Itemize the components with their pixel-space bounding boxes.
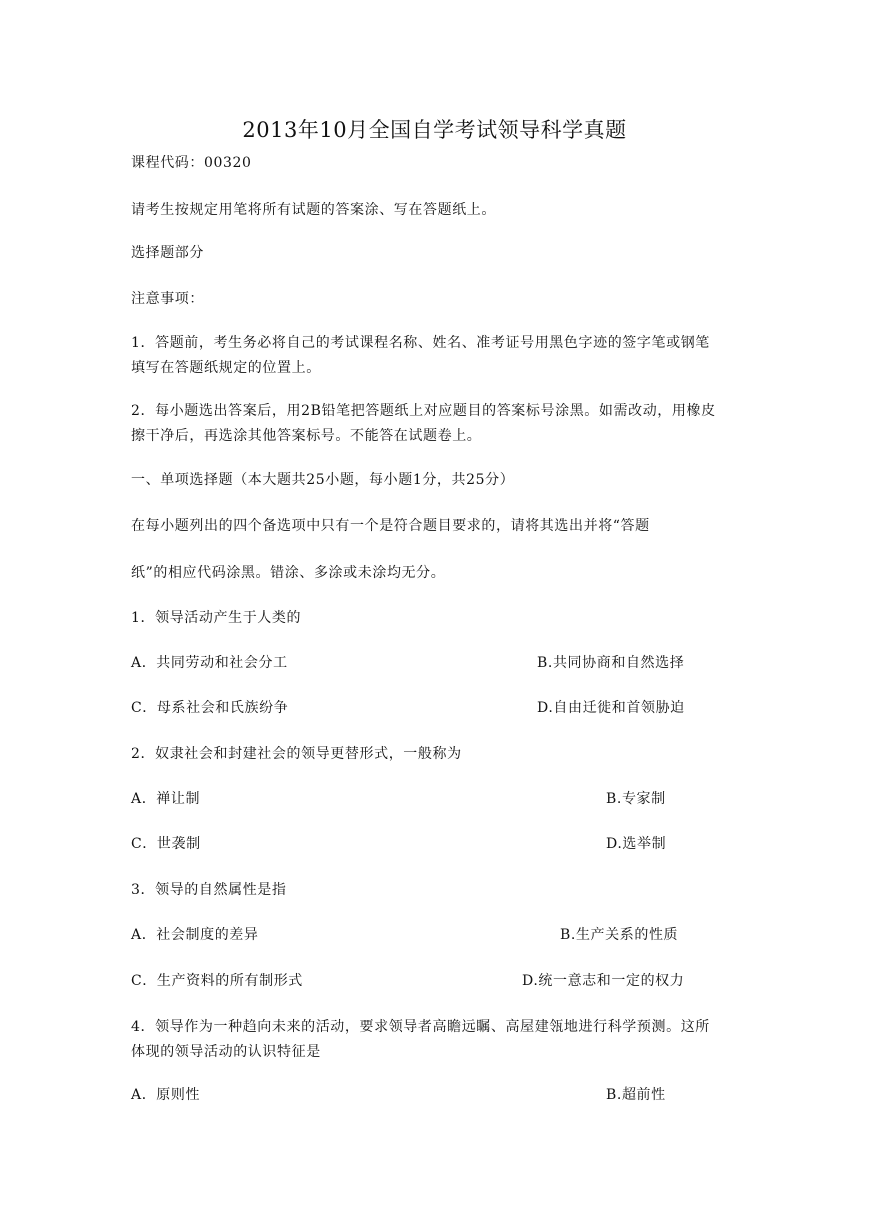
question-2-option-a: A．禅让制: [131, 791, 201, 807]
note-1-line-1: 1．答题前，考生务必将自己的考试课程名称、姓名、准考证号用黑色字迹的签字笔或钢笔: [131, 335, 710, 351]
question-3-stem: 3．领导的自然属性是指: [131, 882, 287, 898]
instruction-text: 请考生按规定用笔将所有试题的答案涂、写在答题纸上。: [131, 202, 496, 218]
question-4-option-b: B.超前性: [606, 1087, 666, 1103]
note-1-line-2: 填写在答题纸规定的位置上。: [131, 360, 321, 376]
question-2-option-b: B.专家制: [606, 791, 666, 807]
page-title: 2013年10月全国自学考试领导科学真题: [242, 118, 627, 142]
note-2-line-1: 2．每小题选出答案后，用2B铅笔把答题纸上对应题目的答案标号涂黑。如需改动，用橡皮: [131, 403, 716, 419]
question-1-option-c: C．母系社会和氏族纷争: [131, 700, 289, 716]
part-description-1: 在每小题列出的四个备选项中只有一个是符合题目要求的，请将其选出并将“答题: [131, 518, 650, 534]
question-4-stem-line-1: 4．领导作为一种趋向未来的活动，要求领导者高瞻远瞩、高屋建瓴地进行科学预测。这所: [131, 1019, 710, 1035]
note-2-line-2: 擦干净后，再选涂其他答案标号。不能答在试题卷上。: [131, 428, 482, 444]
notes-heading: 注意事项：: [131, 291, 204, 307]
question-1-stem: 1．领导活动产生于人类的: [131, 610, 302, 626]
question-1-option-d: D.自由迁徙和首领胁迫: [537, 700, 685, 716]
question-1-option-a: A．共同劳动和社会分工: [131, 655, 288, 671]
question-2-stem: 2．奴隶社会和封建社会的领导更替形式，一般称为: [131, 746, 462, 762]
question-2-option-c: C．世袭制: [131, 836, 201, 852]
question-4-option-a: A．原则性: [131, 1087, 201, 1103]
question-3-option-a: A．社会制度的差异: [131, 927, 259, 943]
question-2-option-d: D.选举制: [606, 836, 667, 852]
course-code: 课程代码：00320: [131, 155, 252, 171]
part-heading: 一、单项选择题（本大题共25小题，每小题1分，共25分）: [131, 472, 515, 488]
question-3-option-c: C．生产资料的所有制形式: [131, 973, 303, 989]
question-3-option-d: D.统一意志和一定的权力: [522, 973, 685, 989]
part-description-2: 纸”的相应代码涂黑。错涂、多涂或未涂均无分。: [131, 565, 446, 581]
question-1-option-b: B.共同协商和自然选择: [537, 655, 685, 671]
question-4-stem-line-2: 体现的领导活动的认识特征是: [131, 1044, 321, 1060]
section-label: 选择题部分: [131, 245, 204, 261]
question-3-option-b: B.生产关系的性质: [560, 927, 679, 943]
